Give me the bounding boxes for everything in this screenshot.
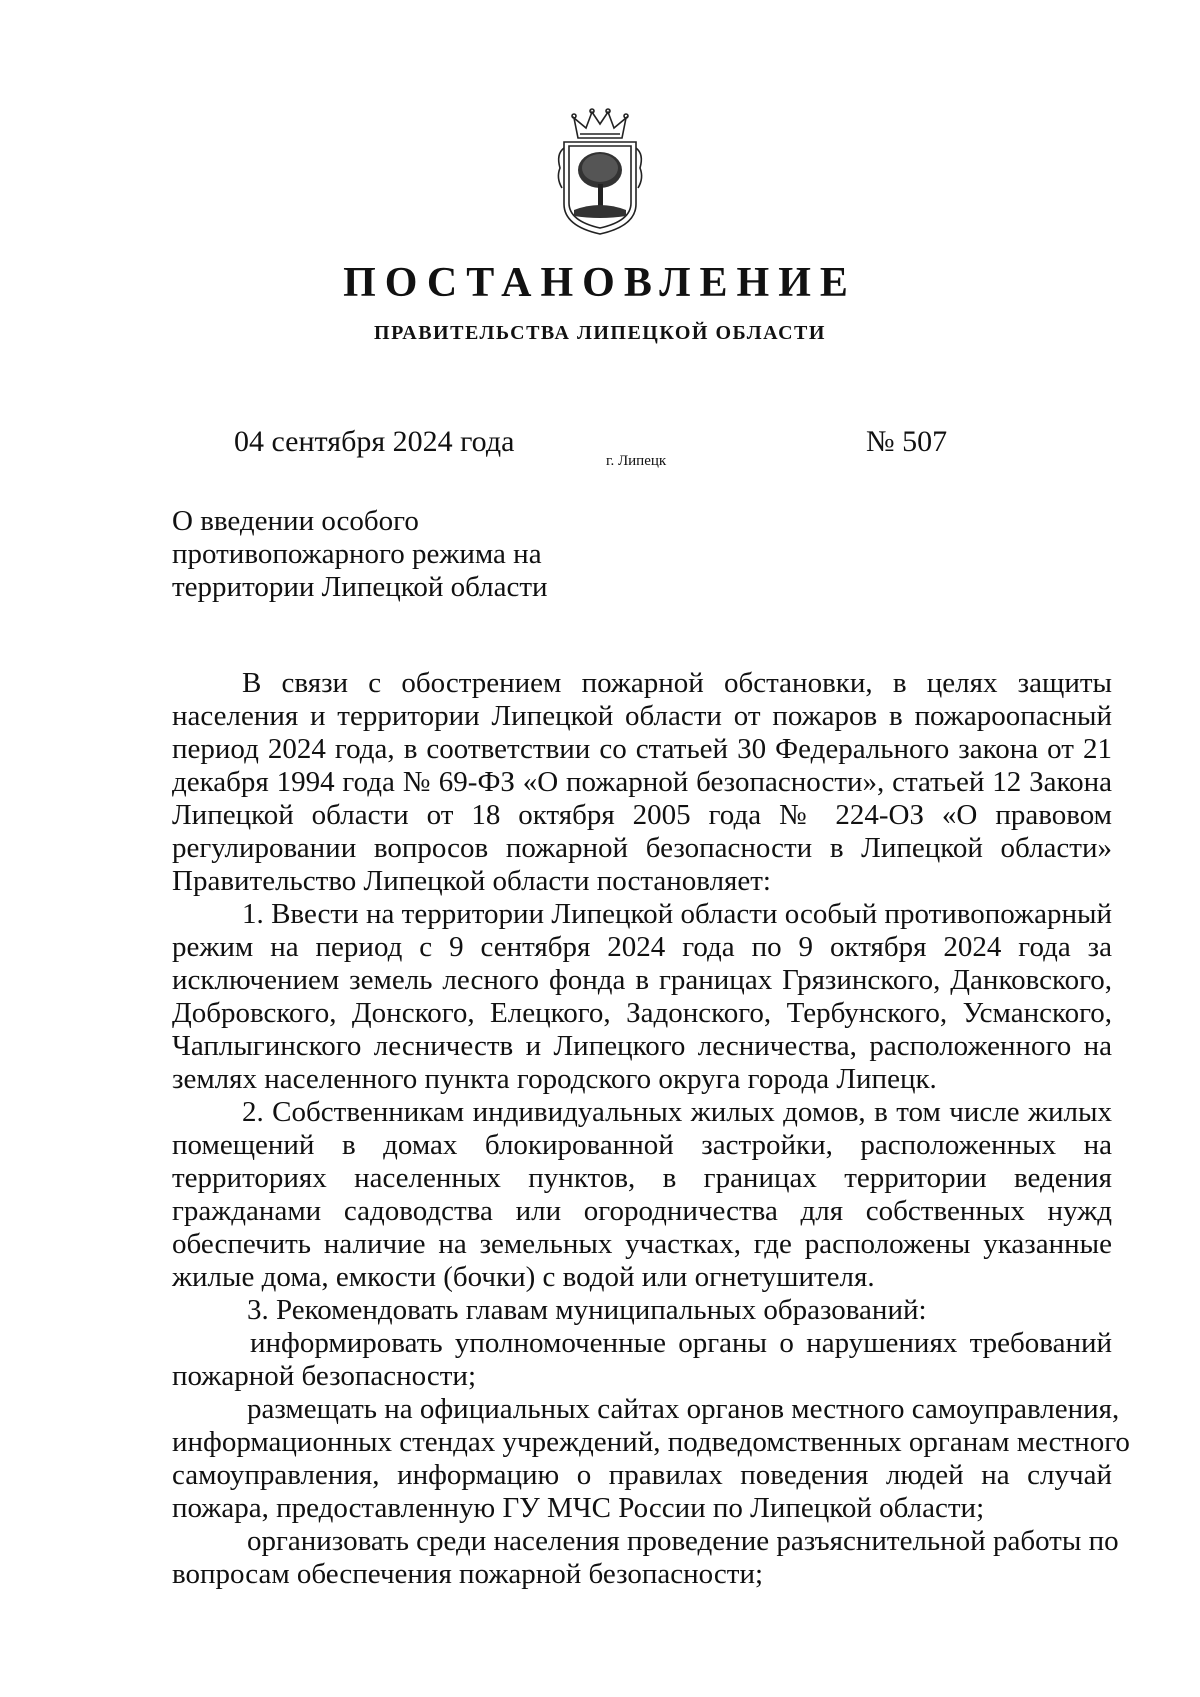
- body-line: исключением земель лесного фонда в границах Грязинского, Данковского,: [172, 964, 1112, 996]
- body-line: гражданами садоводства или огородничества для собственных нужд: [172, 1195, 1112, 1227]
- body-line: населения и территории Липецкой области от пожаров в пожароопасный: [172, 700, 1112, 732]
- body-line: Липецкой области от 18 октября 2005 года № 224-ОЗ «О правовом: [172, 799, 1112, 831]
- body-line: землях населенного пункта городского округа города Липецк.: [172, 1063, 937, 1095]
- document-number: № 507: [866, 425, 948, 458]
- recommendation-inform-paragraph: [172, 1327, 1112, 1393]
- recommendation-organize-paragraph: [172, 1525, 1119, 1591]
- body-line: пожара, предоставленную ГУ МЧС России по Липецкой области;: [172, 1492, 985, 1524]
- body-line: 2. Собственникам индивидуальных жилых домов, в том числе жилых: [242, 1096, 1112, 1128]
- lipetsk-coat-of-arms-icon: [552, 108, 648, 236]
- document-subject-title: [172, 505, 592, 604]
- document-type-title: ПОСТАНОВЛЕНИЕ: [343, 260, 857, 306]
- body-line: Чаплыгинского лесничеств и Липецкого лесничества, расположенного на: [172, 1030, 1112, 1062]
- body-line: вопросам обеспечения пожарной безопасности;: [172, 1558, 764, 1590]
- body-line: пожарной безопасности;: [172, 1360, 477, 1392]
- document-body: [172, 667, 1130, 1591]
- body-line: декабря 1994 года № 69-ФЗ «О пожарной безопасности», статьей 12 Закона: [172, 766, 1112, 798]
- body-line: жилые дома, емкости (бочки) с водой или огнетушителя.: [172, 1261, 875, 1293]
- body-line: Добровского, Донского, Елецкого, Задонского, Тербунского, Усманского,: [172, 997, 1112, 1029]
- body-line: В связи с обострением пожарной обстановки, в целях защиты: [242, 667, 1112, 699]
- subject-title-line: территории Липецкой области: [172, 571, 548, 603]
- body-line: регулировании вопросов пожарной безопасности в Липецкой области»: [172, 832, 1112, 864]
- preamble-paragraph: [172, 667, 1112, 898]
- issuing-authority: ПРАВИТЕЛЬСТВА ЛИПЕЦКОЙ ОБЛАСТИ: [374, 322, 826, 344]
- item-3-paragraph: [172, 1294, 1112, 1327]
- subject-title-line: О введении особого: [172, 505, 419, 537]
- document-city: г. Липецк: [606, 453, 667, 469]
- body-line: 3. Рекомендовать главам муниципальных образований:: [247, 1294, 927, 1326]
- item-2-paragraph: [172, 1096, 1112, 1294]
- body-line: информационных стендах учреждений, подведомственных органам местного: [172, 1426, 1130, 1458]
- body-line: помещений в домах блокированной застройки, расположенных на: [172, 1129, 1112, 1161]
- subject-title-line: противопожарного режима на: [172, 538, 542, 570]
- body-line: Правительство Липецкой области постановляет:: [172, 865, 771, 897]
- body-line: период 2024 года, в соответствии со статьей 30 Федерального закона от 21: [172, 733, 1112, 765]
- document-date: 04 сентября 2024 года: [234, 425, 515, 458]
- body-line: обеспечить наличие на земельных участках, где расположены указанные: [172, 1228, 1112, 1260]
- body-line: информировать уполномоченные органы о нарушениях требований: [250, 1327, 1112, 1359]
- body-line: режим на период с 9 сентября 2024 года по 9 октября 2024 года за: [172, 931, 1112, 963]
- recommendation-publish-paragraph: [172, 1393, 1130, 1525]
- item-1-paragraph: [172, 898, 1112, 1096]
- body-line: размещать на официальных сайтах органов местного самоуправления,: [247, 1393, 1120, 1425]
- body-line: организовать среди населения проведение разъяснительной работы по: [247, 1525, 1119, 1557]
- body-line: территориях населенных пунктов, в границах территории ведения: [172, 1162, 1112, 1194]
- body-line: самоуправления, информацию о правилах поведения людей на случай: [172, 1459, 1112, 1491]
- body-line: 1. Ввести на территории Липецкой области особый противопожарный: [242, 898, 1112, 930]
